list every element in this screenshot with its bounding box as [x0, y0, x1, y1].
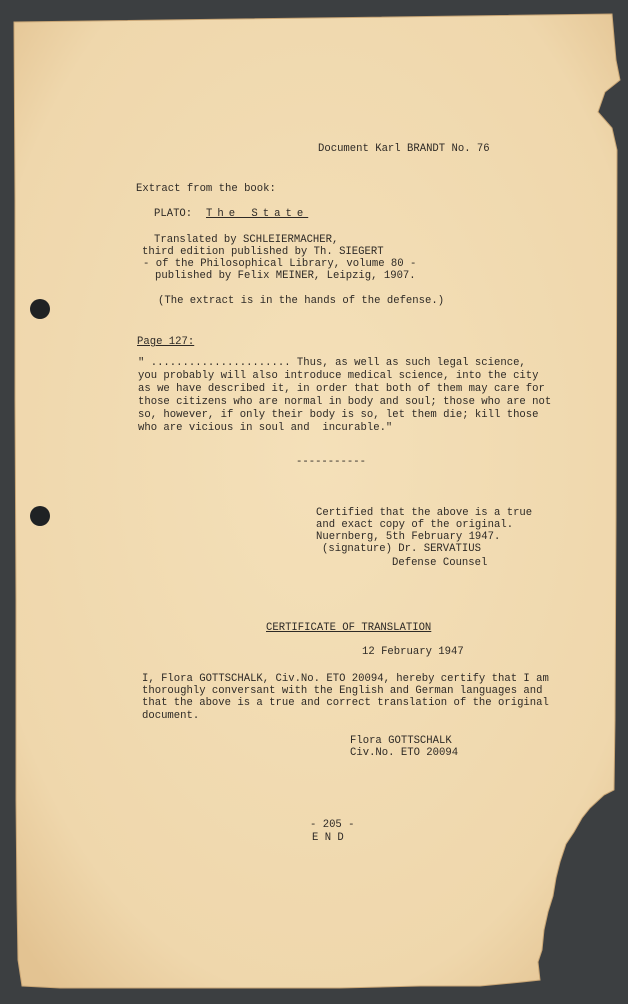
document-number: Document Karl BRANDT No. 76	[318, 143, 490, 155]
quote-line-4: those citizens who are normal in body and soul; those who are not	[138, 396, 552, 408]
certification-line-5: Defense Counsel	[392, 557, 488, 569]
footer-page-number: - 205 -	[310, 819, 355, 831]
translation-line-2: third edition published by Th. SIEGERT	[142, 246, 384, 258]
quote-line-6: who are vicious in soul and incurable."	[138, 422, 393, 434]
quote-line-1: " ...................... Thus, as well as such legal science,	[138, 357, 526, 369]
certificate-body-line-3: that the above is a true and correct translation of the original	[142, 697, 549, 709]
certification-line-1: Certified that the above is a true	[316, 507, 533, 519]
certificate-body-line-2: thoroughly conversant with the English and German languages and	[142, 685, 543, 697]
certificate-date: 12 February 1947	[362, 646, 464, 658]
certification-line-3: Nuernberg, 5th February 1947.	[316, 531, 501, 543]
extract-intro: Extract from the book:	[136, 183, 276, 195]
translation-line-1: Translated by SCHLEIERMACHER,	[154, 234, 339, 246]
certificate-body-line-4: document.	[142, 710, 200, 722]
footer-end: E N D	[312, 832, 344, 844]
quote-line-2: you probably will also introduce medical science, into the city	[138, 370, 539, 382]
punch-hole-top	[30, 299, 50, 319]
book-author: PLATO:	[154, 208, 193, 220]
book-title: The State	[206, 208, 309, 220]
punch-hole-bottom	[30, 506, 50, 526]
translation-line-4: published by Felix MEINER, Leipzig, 1907.	[155, 270, 416, 282]
certification-line-2: and exact copy of the original.	[316, 519, 514, 531]
quote-line-3: as we have described it, in order that both of them may care for	[138, 383, 545, 395]
certificate-title: CERTIFICATE OF TRANSLATION	[266, 622, 432, 634]
page-reference: Page 127:	[137, 336, 195, 348]
quote-line-5: so, however, if only their body is so, let them die; kill those	[138, 409, 539, 421]
signatory-civ-no: Civ.No. ETO 20094	[350, 747, 459, 759]
certification-line-4: (signature) Dr. SERVATIUS	[322, 543, 481, 555]
certificate-body-line-1: I, Flora GOTTSCHALK, Civ.No. ETO 20094, hereby certify that I am	[142, 673, 549, 685]
signatory-name: Flora GOTTSCHALK	[350, 735, 452, 747]
translation-line-3: - of the Philosophical Library, volume 80 -	[143, 258, 417, 270]
defense-note: (The extract is in the hands of the defense.)	[158, 295, 445, 307]
separator-rule: -----------	[296, 456, 366, 468]
